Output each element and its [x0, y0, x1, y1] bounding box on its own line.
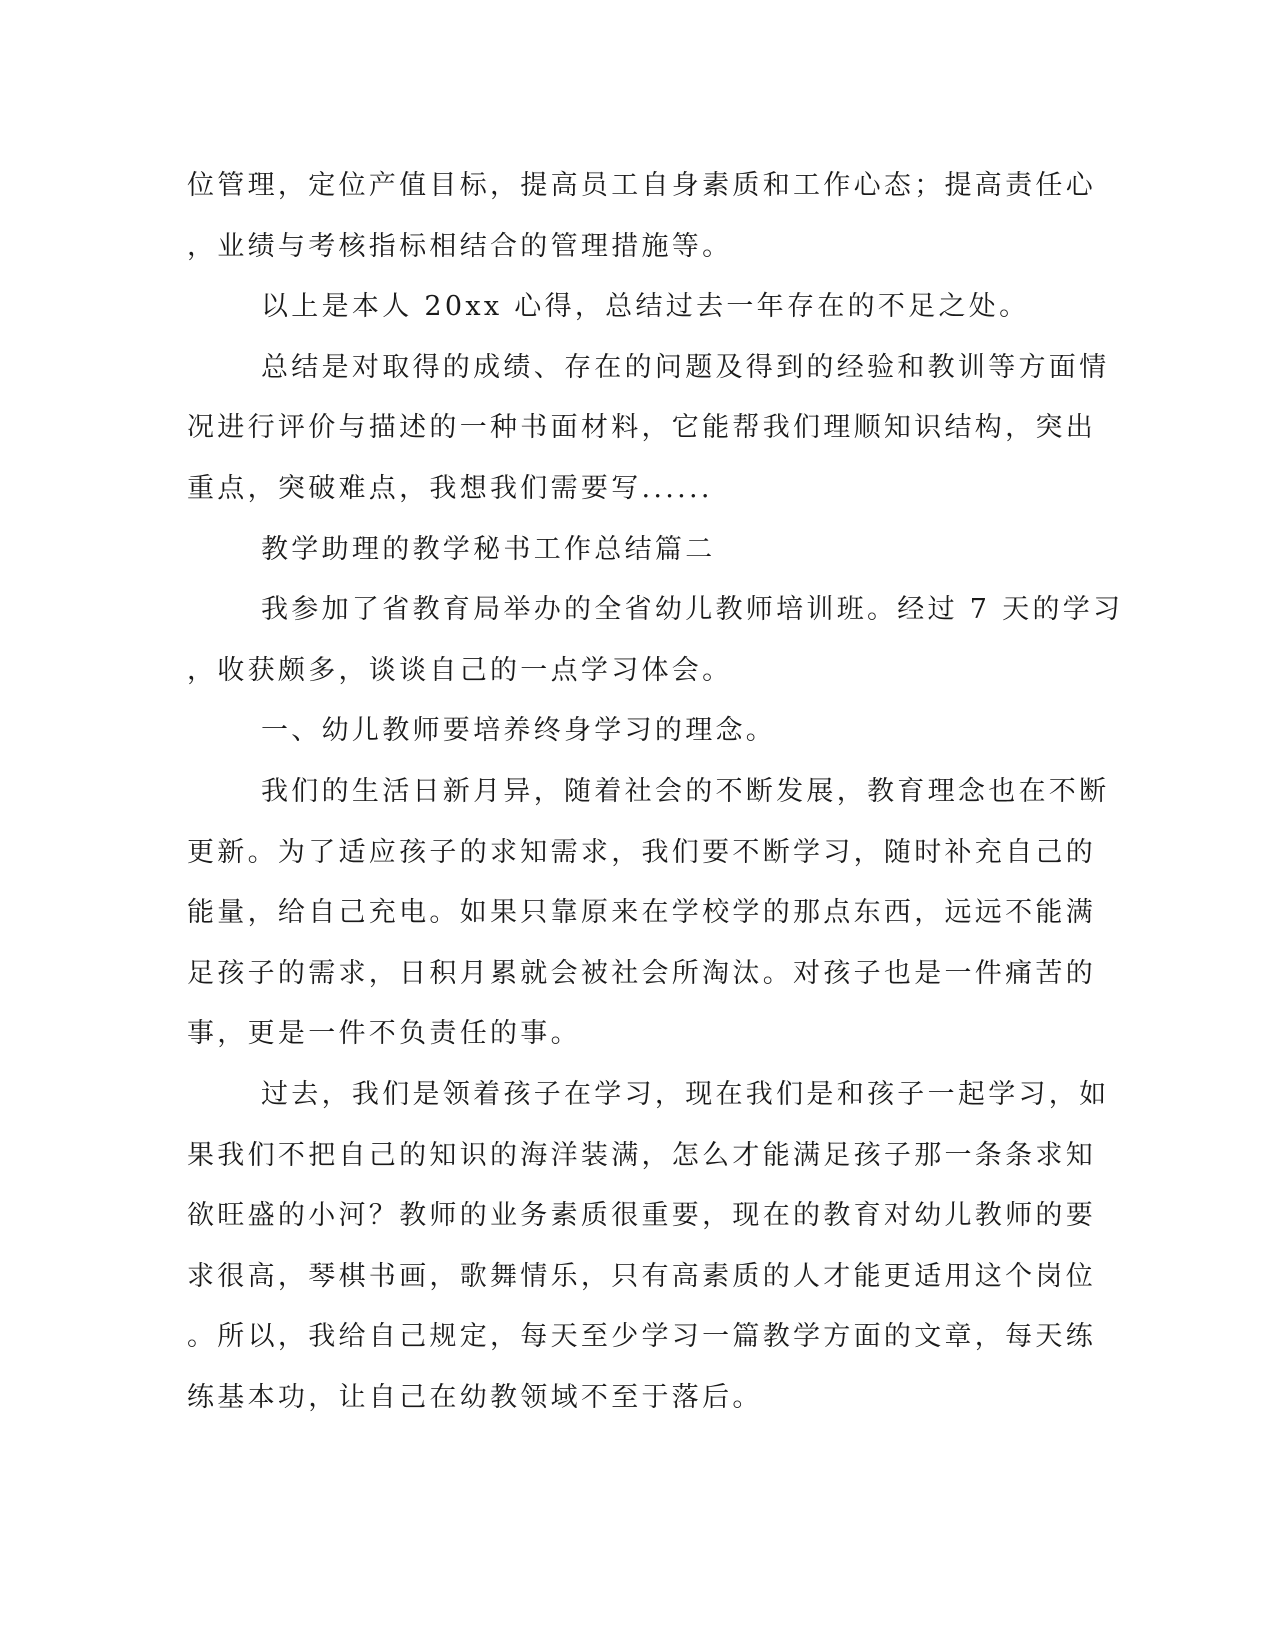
text-line: 。所以，我给自己规定，每天至少学习一篇教学方面的文章，每天练 [187, 1321, 1096, 1353]
text-line: 况进行评价与描述的一种书面材料，它能帮我们理顺知识结构，突出 [187, 412, 1096, 444]
text-line: ，收获颇多，谈谈自己的一点学习体会。 [187, 654, 733, 686]
text-line: 过去，我们是领着孩子在学习，现在我们是和孩子一起学习，如 [261, 1078, 1110, 1110]
text-line: 我们的生活日新月异，随着社会的不断发展，教育理念也在不断 [261, 775, 1110, 807]
text-line: 求很高，琴棋书画，歌舞情乐，只有高素质的人才能更适用这个岗位 [187, 1260, 1096, 1292]
text-line: 练基本功，让自己在幼教领域不至于落后。 [187, 1381, 763, 1413]
text-line: 足孩子的需求，日积月累就会被社会所淘汰。对孩子也是一件痛苦的 [187, 957, 1096, 989]
text-line: 果我们不把自己的知识的海洋装满，怎么才能满足孩子那一条条求知 [187, 1139, 1096, 1171]
text-line: 欲旺盛的小河？教师的业务素质很重要，现在的教育对幼儿教师的要 [187, 1200, 1096, 1232]
text-line: 事，更是一件不负责任的事。 [187, 1018, 581, 1050]
text-line: 以上是本人 20xx 心得，总结过去一年存在的不足之处。 [261, 291, 1030, 323]
text-line: ，业绩与考核指标相结合的管理措施等。 [187, 230, 733, 262]
subsection-heading: 一、幼儿教师要培养终身学习的理念。 [261, 715, 777, 747]
text-line: 重点，突破难点，我想我们需要写...... [187, 472, 713, 504]
text-line: 更新。为了适应孩子的求知需求，我们要不断学习，随时补充自己的 [187, 836, 1096, 868]
text-line: 位管理，定位产值目标，提高员工自身素质和工作心态；提高责任心 [187, 170, 1096, 201]
text-line: 总结是对取得的成绩、存在的问题及得到的经验和教训等方面情 [261, 351, 1110, 383]
section-title: 教学助理的教学秘书工作总结篇二 [261, 533, 716, 565]
text-line: 能量，给自己充电。如果只靠原来在学校学的那点东西，远远不能满 [187, 897, 1096, 929]
document-body [187, 156, 1124, 1428]
text-line: 我参加了省教育局举办的全省幼儿教师培训班。经过 7 天的学习 [261, 594, 1124, 626]
